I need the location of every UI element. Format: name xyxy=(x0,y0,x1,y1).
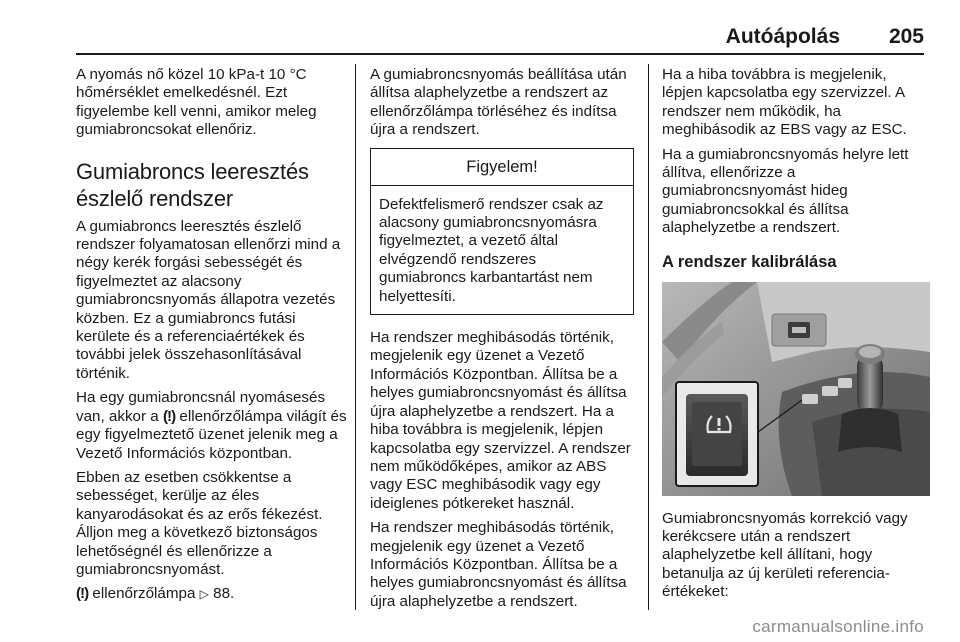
column-2 xyxy=(370,66,634,617)
cross-reference-page[interactable]: 88. xyxy=(213,585,235,603)
paragraph-pressure-drop xyxy=(76,389,348,463)
tpms-warning-icon: (!) xyxy=(76,585,89,603)
cross-reference xyxy=(76,585,348,603)
column-divider-1 xyxy=(355,64,356,610)
paragraph-pressure-drop-end: ellenőrzőlámpa világít és egy figyelmeztető üzenet jelenik meg a Vezető Információs központban. xyxy=(76,407,347,462)
paragraph-system-description: A gumiabroncs leeresztés észlelő rendszer folyamatosan ellenőrzi mind a négy kerék forgási sebességét és figyelmeztet az alacsony gumiabroncsnyomás állapotra vezetés közben. Ez a gumiabroncs futási kerülete és a referenciaértékek és további jelek összehasonlításával történik. xyxy=(76,217,341,382)
paragraph-malfunction-1: Ha rendszer meghibásodás történik, megjelenik egy üzenet a Vezető Információs Központban. Állítsa be a helyes gumiabroncsnyomást és állítsa újra alaphelyzetbe a rendszert. Ha a hiba továbbra is megjelenik, lépjen kapcsolatba egy szervizzel. A rendszer nem működőképes, amikor az ABS vagy ESC meghibásodik vagy egy ideiglenes pótkereket használ. xyxy=(370,329,631,512)
tpms-warning-icon: (!) xyxy=(162,407,176,425)
warning-box xyxy=(370,148,634,315)
paragraph-pressure-drop-start: Ha egy gumiabroncsnál nyomásesés van, akkor a xyxy=(76,389,326,425)
paragraph-pressure-restored: Ha a gumiabroncsnyomás helyre lett állítva, ellenőrizze a gumiabroncsnyomást hideg gumiabroncsokkal és állítsa alaphelyzetbe a rendszert. xyxy=(662,145,909,237)
header-rule xyxy=(76,53,924,55)
calibration-button-photo xyxy=(662,282,930,496)
warning-title: Figyelem! xyxy=(371,149,633,186)
column-3 xyxy=(662,66,930,608)
paragraph-safety-advice: Ebben az esetben csökkentse a sebességet, kerülje az éles kanyarodásokat és az erős fékezést. Álljon meg a következő biztonságos lehetőségnél és ellenőrizze a gumiabroncsnyomást. xyxy=(76,468,323,578)
header-page-number: 205 xyxy=(888,25,924,48)
header-section-title: Autóápolás xyxy=(725,25,840,48)
paragraph-calibration-instructions: Gumiabroncsnyomás korrekció vagy kerékcsere után a rendszert alaphelyzetbe kell állítani, hogy betanulja az új kerületi referencia-értékeket: xyxy=(662,509,908,601)
column-1 xyxy=(76,66,348,610)
paragraph-malfunction-2: Ha rendszer meghibásodás történik, megjelenik egy üzenet a Vezető Információs Központban. Állítsa be a helyes gumiabroncsnyomást és állítsa újra alaphelyzetbe a rendszert. xyxy=(370,519,627,610)
paragraph-pressure-temperature: A nyomás nő közel 10 kPa-t 10 °C hőmérséklet emelkedésnél. Ezt figyelembe kell venni, amikor meleg gumiabroncsokat ellenőriz. xyxy=(76,66,317,139)
subheading-calibration: A rendszer kalibrálása xyxy=(662,252,837,271)
section-heading-deflation-detection: Gumiabroncs leeresztés észlelő rendszer xyxy=(76,158,309,211)
paragraph-reset-after-adjust: A gumiabroncsnyomás beállítása után állítsa alaphelyzetbe a rendszert az ellenőrzőlámpa törléséhez és indítsa újra a rendszert. xyxy=(370,66,627,139)
column-divider-2 xyxy=(648,64,649,610)
page-reference-arrow-icon: ▷ xyxy=(199,587,209,602)
warning-body: Defektfelismerő rendszer csak az alacsony gumiabroncsnyomásra figyelmeztet, a vezető által elvégzendő rendszeres gumiabroncs karbantartást nem helyettesíti. xyxy=(379,195,604,305)
paragraph-service-contact: Ha a hiba továbbra is megjelenik, lépjen kapcsolatba egy szervizzel. A rendszer nem működik, ha meghibásodik az EBS vagy az ESC. xyxy=(662,66,907,139)
cross-reference-text: ellenőrzőlámpa xyxy=(92,585,196,603)
watermark: carmanualsonline.info xyxy=(752,617,924,636)
